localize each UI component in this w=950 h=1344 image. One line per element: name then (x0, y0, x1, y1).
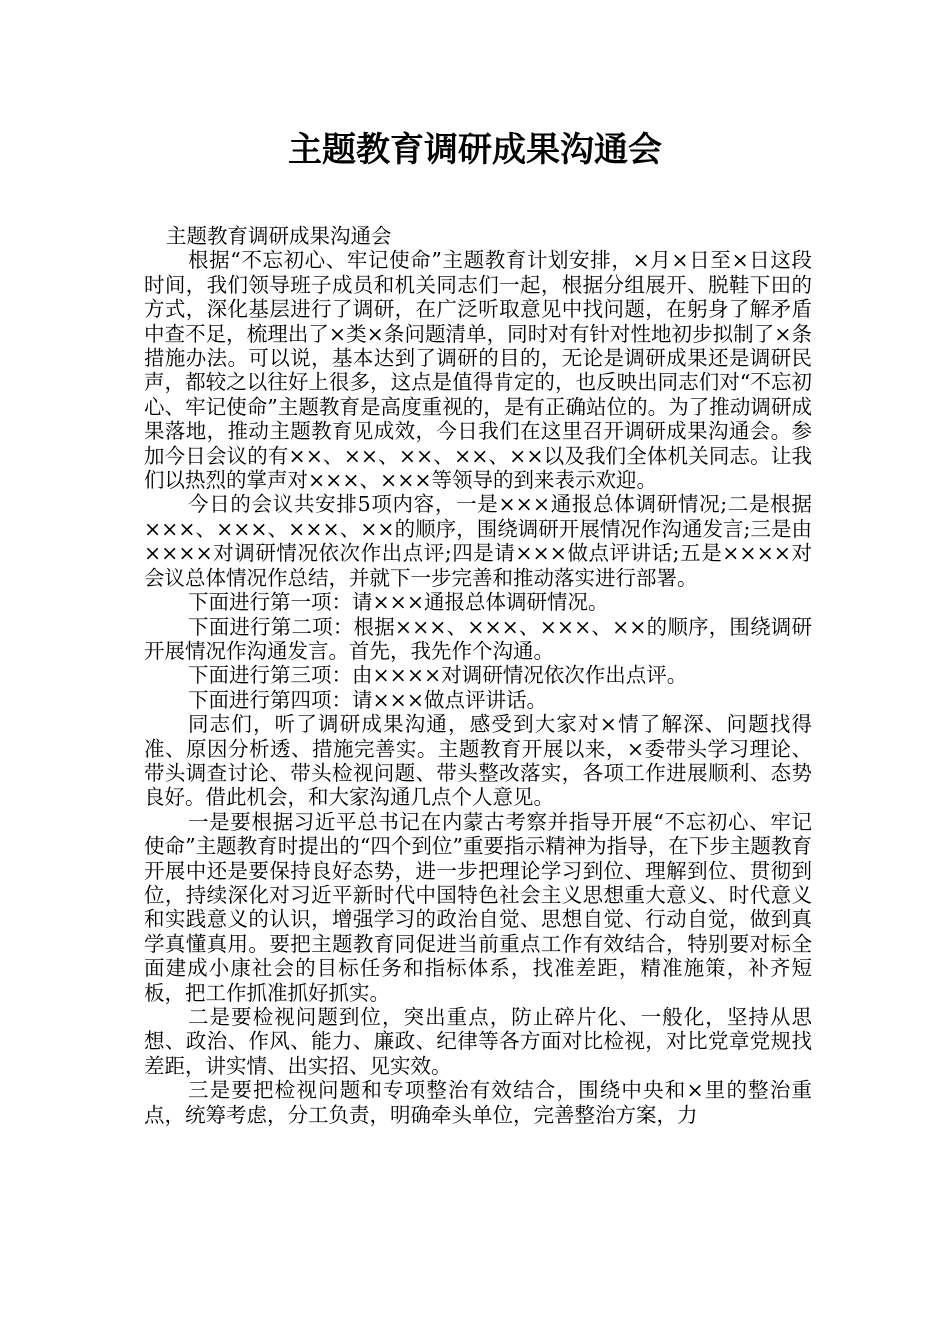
paragraph-opening: 根据“不忘初心、牢记使命”主题教育计划安排，×月×日至×日这段时间，我们领导班子成员和机关同志们一起，根据分组展开、脱鞋下田的方式，深化基层进行了调研，在广泛听取意见中找问题，在躬身了解矛盾中查不足，梳理出了×类×条问题清单，同时对有针对性地初步拟制了×条措施办法。可以说，基本达到了调研的目的，无论是调研成果还是调研民声，都较之以往好上很多，这点是值得肯定的，也反映出同志们对“不忘初心、牢记使命”主题教育是高度重视的，是有正确站位的。为了推动调研成果落地，推动主题教育见成效，今日我们在这里召开调研成果沟通会。参加今日会议的有××、××、××、××、××以及我们全体机关同志。让我们以热烈的掌声对×××、×××等领导的到来表示欢迎。 (144, 248, 812, 493)
paragraph-point-two: 二是要检视问题到位，突出重点，防止碎片化、一般化，坚持从思想、政治、作风、能力、廉政、纪律等各方面对比检视，对比党章党规找差距，讲实情、出实招、见实效。 (144, 1005, 812, 1078)
paragraph-agenda: 今日的会议共安排5项内容，一是×××通报总体调研情况;二是根据×××、×××、×××、××的顺序，围绕调研开展情况作沟通发言;三是由××××对调研情况依次作出点评;四是请×××做点评讲话;五是××××对会议总体情况作总结，并就下一步完善和推动落实进行部署。 (144, 492, 812, 590)
paragraph-item-three: 下面进行第三项：由××××对调研情况依次作出点评。 (188, 663, 688, 688)
document-title: 主题教育调研成果沟通会 (288, 130, 662, 170)
paragraph-point-three: 三是要把检视问题和专项整治有效结合，围绕中央和×里的整治重点，统筹考虑，分工负责，明确牵头单位，完善整治方案，力 (144, 1078, 812, 1127)
paragraph-remarks: 同志们，听了调研成果沟通，感受到大家对×情了解深、问题找得准、原因分析透、措施完善实。主题教育开展以来，×委带头学习理论、带头调查讨论、带头检视问题、带头整改落实，各项工作进展顺利、态势良好。借此机会，和大家沟通几点个人意见。 (144, 712, 812, 810)
paragraph-item-four: 下面进行第四项：请×××做点评讲话。 (188, 687, 548, 712)
paragraph-item-one: 下面进行第一项：请×××通报总体调研情况。 (188, 590, 609, 615)
document-subheading: 主题教育调研成果沟通会 (166, 224, 392, 248)
paragraph-item-two: 下面进行第二项：根据×××、×××、×××、××的顺序，围绕调研开展情况作沟通发言。首先，我先作个沟通。 (144, 614, 812, 663)
paragraph-point-one: 一是要根据习近平总书记在内蒙古考察并指导开展“不忘初心、牢记使命”主题教育时提出的“四个到位”重要指示精神为指导，在下步主题教育开展中还是要保持良好态势，进一步把理论学习到位、理解到位、贯彻到位，持续深化对习近平新时代中国特色社会主义思想重大意义、时代意义和实践意义的认识，增强学习的政治自觉、思想自觉、行动自觉，做到真学真懂真用。要把主题教育同促进当前重点工作有效结合，特别要对标全面建成小康社会的目标任务和指标体系，找准差距，精准施策，补齐短板，把工作抓准抓好抓实。 (144, 809, 812, 1005)
document-body (144, 224, 812, 1127)
